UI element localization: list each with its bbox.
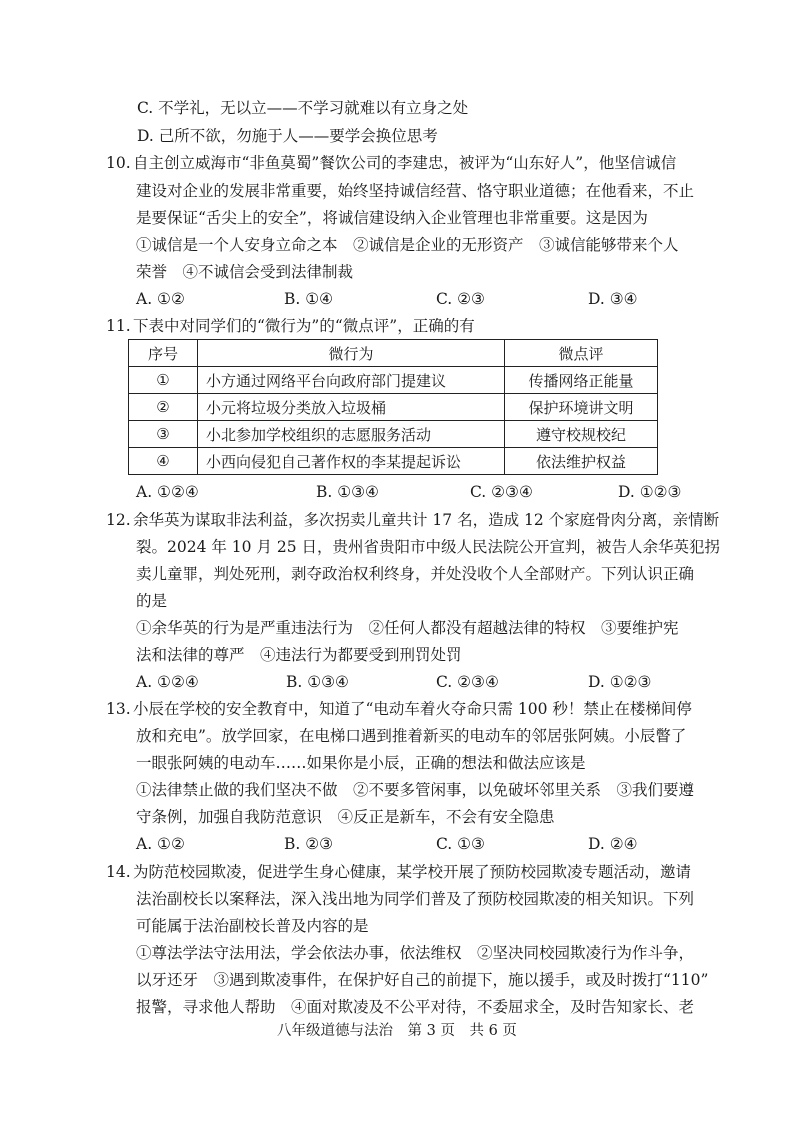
statement-line: 守条例，加强自我防范意识 ④反正是新车，不会有安全隐患 — [136, 808, 555, 826]
table-row — [129, 448, 658, 475]
option-b: B. ①③④ — [286, 673, 349, 691]
table-cell: 保护环境讲文明 — [505, 394, 658, 421]
question-text-line: 余华英为谋取非法利益，多次拐卖儿童共计 17 名，造成 12 个家庭骨肉分离，亲情断 — [133, 511, 720, 529]
column-header: 微点评 — [505, 340, 658, 367]
option-b: B. ①③④ — [316, 483, 379, 501]
question-text-line: 法治副校长以案释法，深入浅出地为同学们普及了预防校园欺凌的相关知识。下列 — [136, 890, 695, 908]
option-a: A. ①②④ — [136, 673, 199, 691]
statement-line: 荣誉 ④不诚信会受到法律制裁 — [136, 263, 354, 281]
table-cell: 小北参加学校组织的志愿服务活动 — [198, 421, 505, 448]
question-number: 14. — [106, 863, 131, 881]
table-cell: ③ — [129, 421, 198, 448]
option-c: C. ②③ — [436, 290, 485, 308]
table-cell: 小西向侵犯自己著作权的李某提起诉讼 — [198, 448, 505, 475]
question-text-line: 一眼张阿姨的电动车……如果你是小辰，正确的想法和做法应该是 — [136, 754, 586, 772]
column-header: 序号 — [129, 340, 198, 367]
question-text-line: 小辰在学校的安全教育中，知道了“电动车着火夺命只需 100 秒！禁止在楼梯间停 — [133, 700, 692, 718]
option-d: D. ③④ — [588, 290, 638, 308]
statement-line: ①余华英的行为是严重违法行为 ②任何人都没有超越法律的特权 ③要维护宪 — [136, 619, 679, 637]
option-c: C. ②③④ — [436, 673, 499, 691]
statement-line: 以牙还牙 ③遇到欺凌事件，在保护好自己的前提下，施以援手，或及时拨打“110” — [136, 971, 709, 989]
micro-review-table — [128, 339, 658, 475]
question-text-line: 是要保证“舌尖上的安全”，将诚信建设纳入企业管理也非常重要。这是因为 — [136, 209, 648, 227]
option-b: B. ①④ — [284, 290, 334, 308]
table-header-row — [129, 340, 658, 367]
answer-options — [136, 672, 656, 692]
option-a: A. ①② — [136, 835, 185, 853]
answer-options — [136, 289, 656, 309]
question-text-line: 为防范校园欺凌，促进学生身心健康，某学校开展了预防校园欺凌专题活动，邀请 — [133, 863, 692, 881]
question-number: 10. — [106, 154, 131, 172]
question-text-line: 的是 — [136, 592, 168, 610]
question-number: 12. — [106, 511, 131, 529]
question-text-line: 可能属于法治副校长普及内容的是 — [136, 917, 369, 935]
table-cell: 依法维护权益 — [505, 448, 658, 475]
table-row — [129, 421, 658, 448]
question-text-line: 建设对企业的发展非常重要，始终坚持诚信经营、恪守职业道德；在他看来，不止 — [136, 182, 695, 200]
option-a: A. ①②④ — [136, 483, 199, 501]
question-text-line: 自主创立威海市“非鱼莫蜀”餐饮公司的李建忠，被评为“山东好人”，他坚信诚信 — [133, 154, 677, 172]
answer-options — [136, 834, 656, 854]
question-text-line: 放和充电”。放学回家，在电梯口遇到推着新买的电动车的邻居张阿姨。小辰瞥了 — [136, 727, 687, 745]
statement-line: ①尊法学法守法用法，学会依法办事，依法维权 ②坚决同校园欺凌行为作斗争， — [136, 944, 695, 962]
table-cell: ④ — [129, 448, 198, 475]
table-cell: 传播网络正能量 — [505, 367, 658, 394]
table-cell: ① — [129, 367, 198, 394]
option-d: D. ②④ — [588, 835, 638, 853]
table-cell: 遵守校规校纪 — [505, 421, 658, 448]
option-c: C. ②③④ — [470, 483, 533, 501]
question-text-line: 下表中对同学们的“微行为”的“微点评”，正确的有 — [133, 317, 475, 335]
answer-options — [136, 482, 682, 502]
option-d: D. ①②③ — [618, 483, 682, 501]
table-cell: 小元将垃圾分类放入垃圾桶 — [198, 394, 505, 421]
option-d: D. ①②③ — [588, 673, 652, 691]
option-c: C. 不学礼，无以立——不学习就难以有立身之处 — [137, 99, 469, 117]
option-b: B. ②③ — [284, 835, 334, 853]
page-footer: 八年级道德与法治 第 3 页 共 6 页 — [277, 1023, 517, 1039]
table-row — [129, 367, 658, 394]
option-a: A. ①② — [136, 290, 185, 308]
question-text-line: 卖儿童罪，判处死刑，剥夺政治权利终身，并处没收个人全部财产。下列认识正确 — [136, 565, 695, 583]
option-d: D. 己所不欲，勿施于人——要学会换位思考 — [137, 127, 438, 145]
statement-line: ①诚信是一个人安身立命之本 ②诚信是企业的无形资产 ③诚信能够带来个人 — [136, 236, 679, 254]
statement-line: ①法律禁止做的我们坚决不做 ②不要多管闲事，以免破坏邻里关系 ③我们要遵 — [136, 781, 695, 799]
table-cell: ② — [129, 394, 198, 421]
table-cell: 小方通过网络平台向政府部门提建议 — [198, 367, 505, 394]
question-text-line: 裂。2024 年 10 月 25 日，贵州省贵阳市中级人民法院公开宣判，被告人余华英犯拐 — [136, 538, 721, 556]
table-row — [129, 394, 658, 421]
column-header: 微行为 — [198, 340, 505, 367]
question-number: 13. — [106, 700, 131, 718]
option-c: C. ①③ — [436, 835, 485, 853]
question-number: 11. — [106, 317, 131, 335]
statement-line: 法和法律的尊严 ④违法行为都要受到刑罚处罚 — [136, 646, 462, 664]
statement-line: 报警，寻求他人帮助 ④面对欺凌及不公平对待，不委屈求全，及时告知家长、老 — [136, 998, 695, 1016]
